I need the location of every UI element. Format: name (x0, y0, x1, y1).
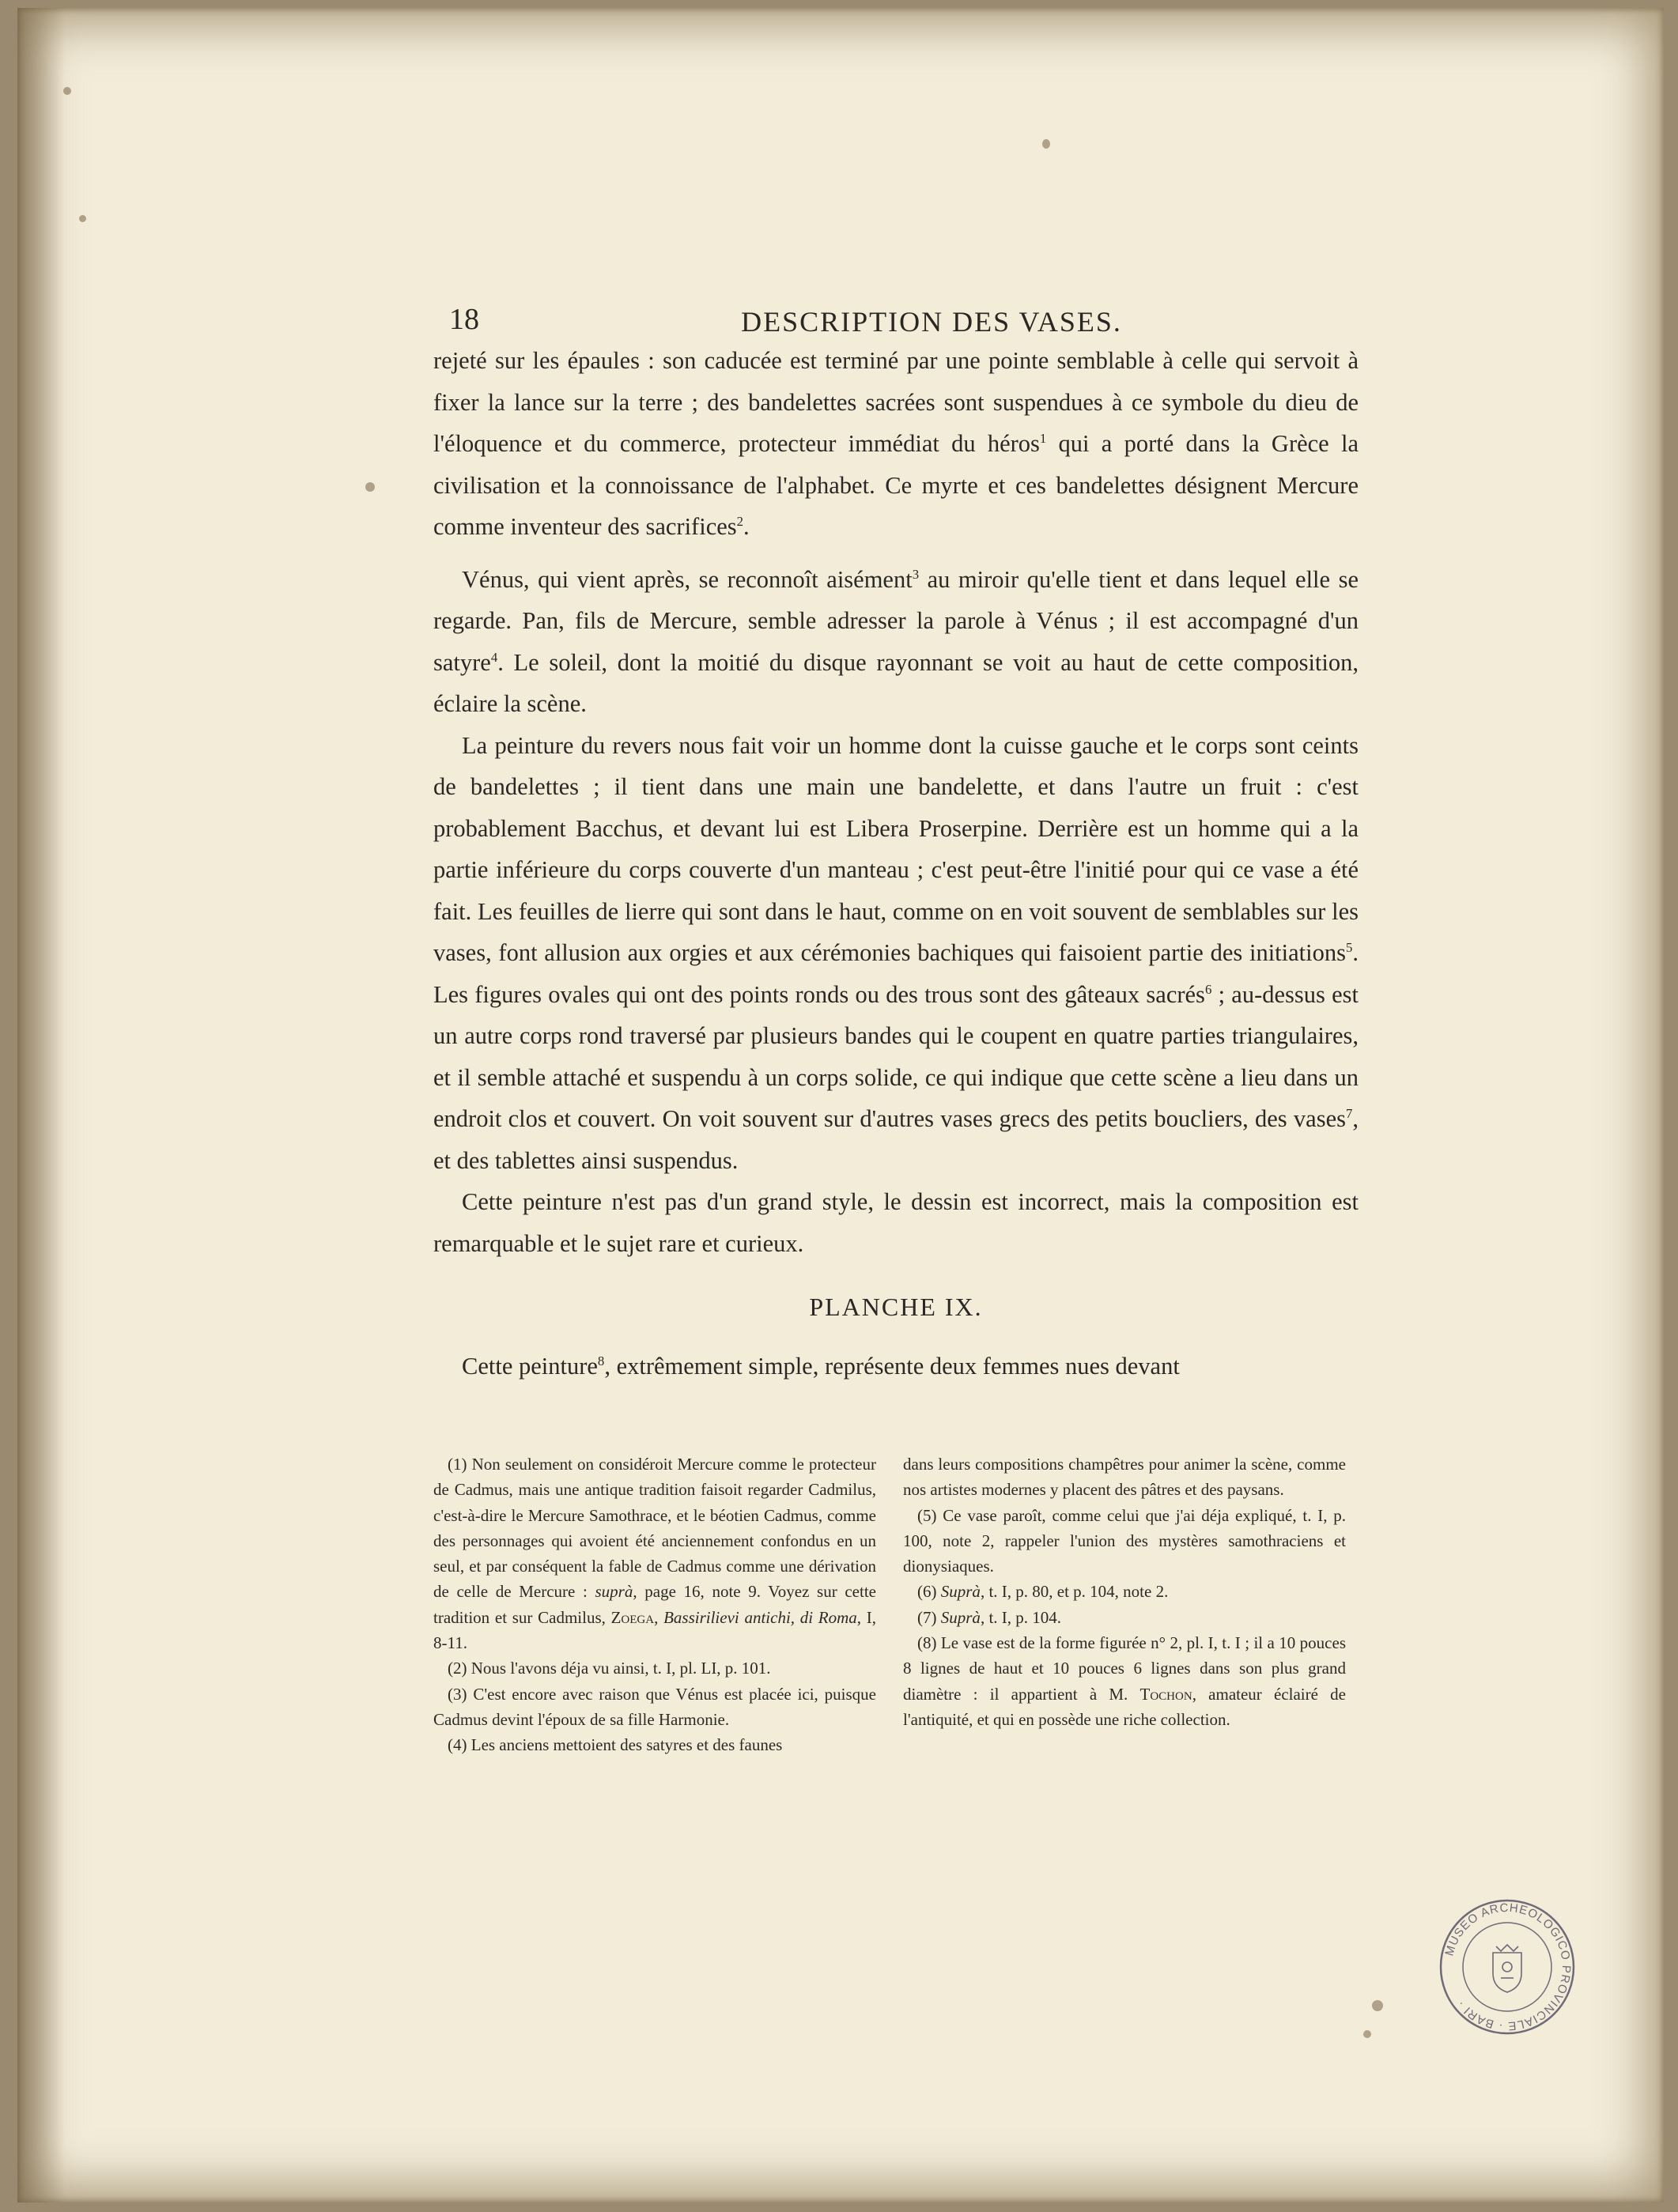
note-ref: 3 (912, 566, 920, 582)
main-text (433, 340, 1359, 1387)
text-run: (1) Non seulement on considéroit Mercure comme le protecteur de Cadmus, mais une antique tradition faisoit regarder Cadmilus, c'est-à-dire le Mercure Samothrace, et le béotien Cadmus, comme des personnages qui avoient été anciennement confondus en un seul, et par conséquent la fable de Cadmus comme une dérivation de celle de Mercure : (433, 1455, 876, 1602)
text-run: , (654, 1607, 664, 1627)
note-ref: 7 (1345, 1105, 1353, 1121)
note-ref: 1 (1039, 430, 1047, 446)
text-run: (6) (917, 1582, 941, 1602)
text-run: . Les figures ovales qui ont des points ronds ou des trous sont des gâteaux sacrés (433, 939, 1359, 1008)
footnote-1 (433, 1451, 876, 1655)
text-run: suprà (595, 1582, 633, 1602)
owner-name: Tochon (1139, 1684, 1192, 1704)
text-run: . (743, 513, 750, 540)
foxing-spot (1363, 2030, 1371, 2038)
binding-shadow (17, 8, 65, 2203)
text-run: au miroir qu'elle tient et dans lequel elle se regarde. Pan, fils de Mercure, semble adresser la parole à Vénus ; il est accompagné d'un satyre (433, 565, 1359, 676)
text-run: (8) Le vase est de la forme figurée n° 2, pl. I, t. I ; il a 10 pouces 8 lignes de haut et 10 pouces 6 lignes dans son plus grand diamètre : il appartient à M. (903, 1633, 1346, 1704)
author-name: Zoega (610, 1607, 655, 1627)
text-run: , extrêmement simple, représente deux femmes nues devant (604, 1352, 1180, 1380)
text-run: La peinture du revers nous fait voir un homme dont la cuisse gauche et le corps sont ceints de bandelettes ; il tient dans une main une bandelette, et dans l'autre un fruit : c'est probablement Bacchus, et devant lui est Libera Proserpine. Derrière est un homme qui a la partie inférieure du corps couverte d'un manteau ; c'est peut-être l'initié pour qui ce vase a été fait. Les feuilles de lierre qui sont dans le haut, comme on en voit souvent de semblables sur les vases, font allusion aux orgies et aux cérémonies bachiques qui faisoient partie des initiations (433, 731, 1359, 966)
footnote-4-continued: dans leurs compositions champêtres pour animer la scène, comme nos artistes modernes y placent des pâtres et des paysans. (903, 1455, 1346, 1500)
paragraph (433, 1346, 1359, 1387)
text-run: , I, 8-11. (433, 1607, 877, 1653)
note-ref: 5 (1345, 939, 1353, 955)
text-run: Cette peinture n'est pas d'un grand style, le dessin est incorrect, mais la composition est remarquable et le sujet rare et curieux. (433, 1188, 1359, 1257)
book-title: Bassirilievi antichi, di Roma (663, 1607, 857, 1627)
paragraph (433, 725, 1359, 1182)
text-run: ; au-dessus est un autre corps rond traversé par plusieurs bandes qui le coupent en quatre parties triangulaires, et il semble attaché et suspendu à un corps solide, ce qui indique que cette scène a lieu dans un endroit clos et couvert. On voit souvent sur d'autres vases grecs des petits boucliers, des vases (433, 980, 1359, 1132)
text-run: . Le soleil, dont la moitié du disque rayonnant se voit au haut de cette composition, éclaire la scène. (433, 648, 1359, 717)
text-run: , t. I, p. 104. (980, 1607, 1062, 1627)
page-header-title: DESCRIPTION DES VASES. (741, 306, 1122, 338)
note-ref: 6 (1204, 981, 1212, 997)
foxing-spot (79, 215, 86, 222)
text-run: (7) (917, 1607, 941, 1627)
text-run: , t. I, p. 80, et p. 104, note 2. (980, 1582, 1169, 1602)
foxing-spot (1372, 2000, 1383, 2011)
text-run: , et des tablettes ainsi suspendus. (433, 1105, 1359, 1174)
museum-stamp (1438, 1897, 1577, 2036)
text-run: Cette peinture (462, 1352, 598, 1380)
text-run: , amateur éclairé de l'antiquité, et qui en possède une riche collection. (903, 1684, 1347, 1729)
foxing-spot (63, 87, 71, 95)
footnotes-left-column (433, 1451, 876, 1758)
text-run: Suprà (940, 1607, 981, 1627)
text-run: rejeté sur les épaules : son caducée est terminé par une pointe semblable à celle qui servoit à fixer la lance sur la terre ; des bandelettes sacrées sont suspendues à ce symbole du dieu de l'éloquence et du commerce, protecteur immédiat du héros (433, 347, 1359, 457)
foxing-spot (365, 482, 375, 492)
foxing-spot (1042, 139, 1050, 149)
paragraph (433, 1181, 1359, 1264)
footnote-3: (3) C'est encore avec raison que Vénus est placée ici, puisque Cadmus devint l'époux de sa fille Harmonie. (433, 1684, 876, 1729)
text-run: qui a porté dans la Grèce la civilisation et la connoissance de l'alphabet. Ce myrte et ces bandelettes désignent Mercure comme inventeur des sacrifices (433, 430, 1359, 540)
stamp-text: MUSEO ARCHEOLOGICO PROVINCIALE · BARI · (1442, 1901, 1574, 2033)
note-ref: 4 (490, 649, 498, 665)
footnote-2: (2) Nous l'avons déja vu ainsi, t. I, pl. LI, p. 101. (448, 1659, 771, 1678)
footnote-8 (903, 1630, 1346, 1732)
page-number: 18 (449, 303, 479, 336)
note-ref: 8 (597, 1353, 605, 1368)
footnotes-right-column (903, 1451, 1346, 1732)
paragraph (433, 559, 1359, 725)
text-run: Suprà (940, 1582, 981, 1602)
footnote-4: (4) Les anciens mettoient des satyres et des faunes (448, 1735, 783, 1755)
footnote-6 (903, 1579, 1346, 1604)
note-ref: 2 (736, 513, 744, 529)
footnote-7 (903, 1605, 1346, 1630)
plate-heading: PLANCHE IX. (809, 1293, 983, 1321)
footnote-5: (5) Ce vase paroît, comme celui que j'ai déja expliqué, t. I, p. 100, note 2, rappeler l'union des mystères samothraciens et dionysiaques. (903, 1505, 1346, 1576)
text-run: , page 16, note 9. Voyez sur cette tradition et sur Cadmilus, (433, 1582, 876, 1627)
coat-of-arms-icon (1493, 1945, 1521, 1992)
paragraph (433, 340, 1359, 548)
text-run: Vénus, qui vient après, se reconnoît aisément (462, 565, 913, 593)
